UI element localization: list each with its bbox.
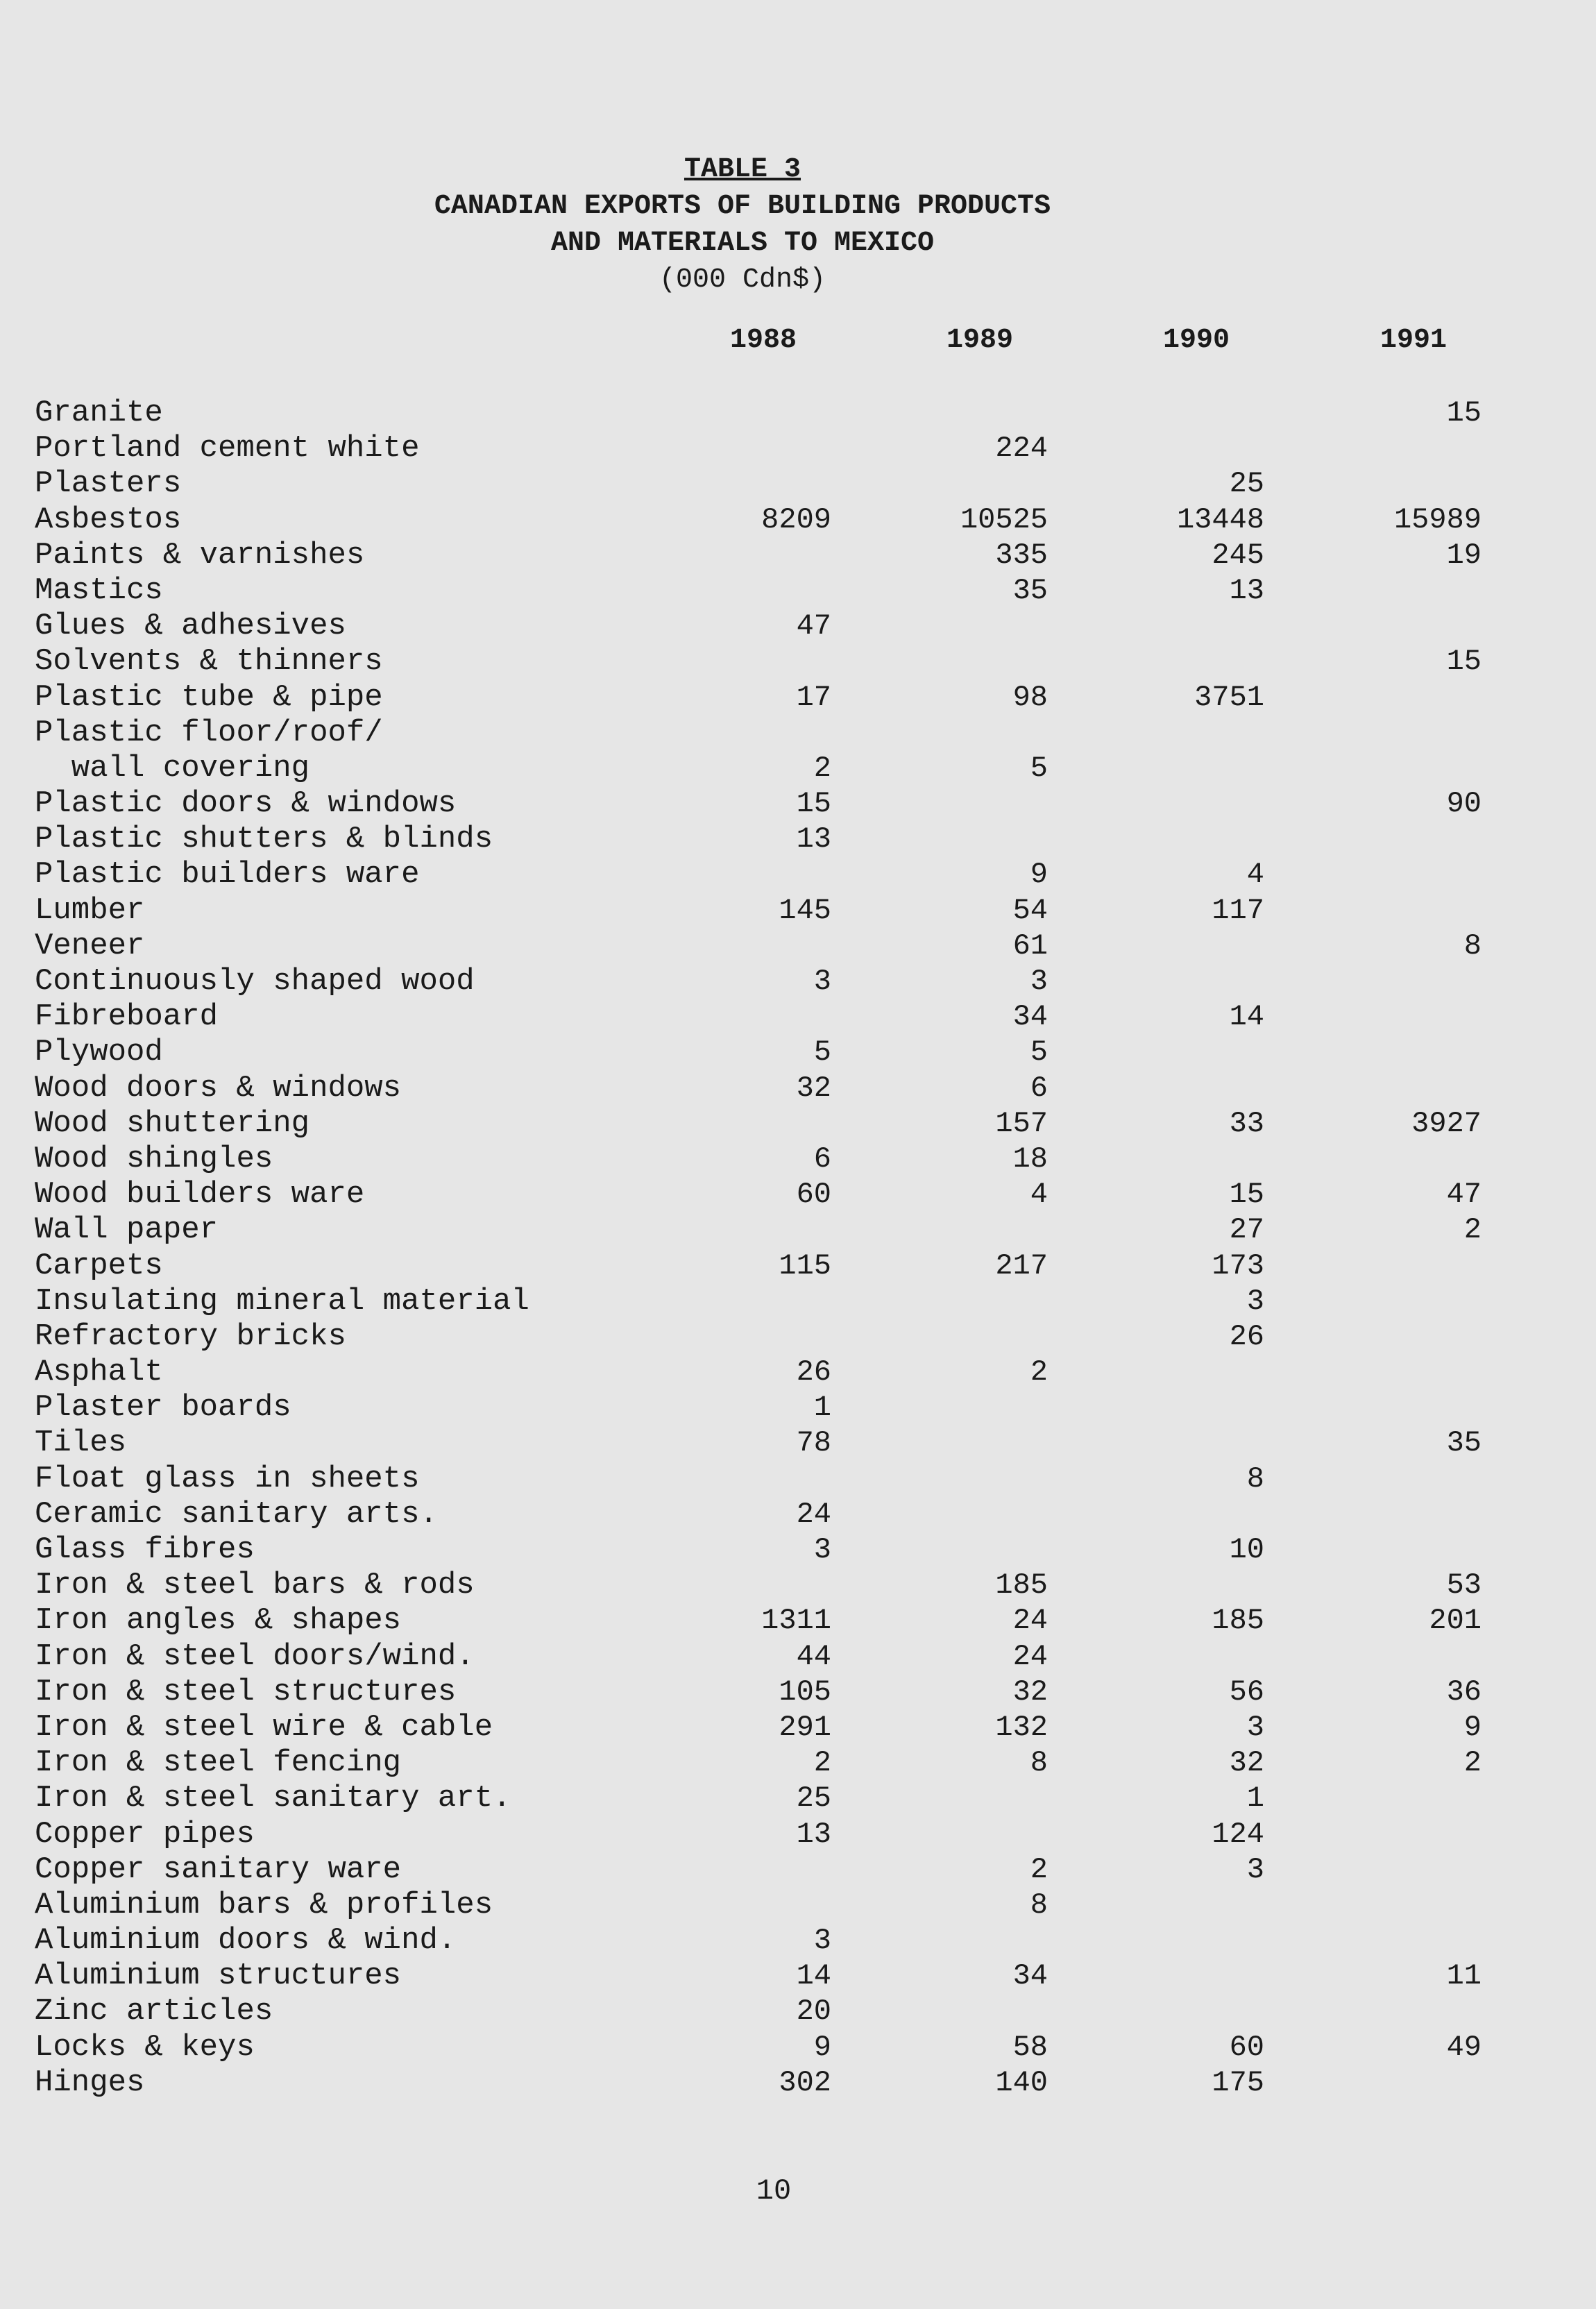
cell-1991: 15 (1446, 645, 1482, 679)
table-row (35, 1710, 1561, 1745)
cell-1989: 8 (1030, 1888, 1048, 1922)
table-row (35, 1959, 1561, 1994)
cell-1990: 27 (1229, 1213, 1264, 1247)
row-label: Plastic floor/roof/ (35, 715, 383, 750)
table-row (35, 431, 1561, 466)
table-row (35, 502, 1561, 538)
table-row (35, 1390, 1561, 1426)
row-label: Copper sanitary ware (35, 1852, 402, 1887)
table-row (35, 822, 1561, 857)
cell-1989: 2 (1030, 1355, 1048, 1389)
cell-1988: 1 (813, 1391, 831, 1425)
cell-1989: 5 (1030, 751, 1048, 785)
row-label: Iron & steel bars & rods (35, 1568, 475, 1603)
cell-1990: 26 (1229, 1319, 1264, 1353)
table-row (35, 1212, 1561, 1248)
cell-1988: 145 (779, 893, 831, 927)
row-label: Iron & steel structures (35, 1674, 457, 1709)
cell-1988: 26 (796, 1355, 831, 1389)
row-label: Iron & steel doors/wind. (35, 1639, 475, 1674)
cell-1991: 8 (1463, 929, 1482, 963)
row-label: Glass fibres (35, 1532, 255, 1567)
row-label: Solvents & thinners (35, 644, 383, 679)
cell-1988: 5 (813, 1035, 831, 1069)
table-row (35, 1639, 1561, 1675)
row-label: Wood doors & windows (35, 1070, 402, 1106)
cell-1991: 36 (1446, 1675, 1482, 1709)
cell-1988: 1311 (761, 1604, 831, 1638)
table-row (35, 716, 1561, 751)
row-label: Refractory bricks (35, 1319, 346, 1354)
row-label: Plaster boards (35, 1390, 291, 1426)
row-label: Iron angles & shapes (35, 1603, 402, 1639)
table-row (35, 680, 1561, 716)
cell-1989: 8 (1030, 1746, 1048, 1780)
cell-1988: 32 (796, 1071, 831, 1105)
cell-1991: 3927 (1411, 1106, 1482, 1140)
cell-1989: 98 (1012, 680, 1048, 714)
cell-1990: 15 (1229, 1178, 1264, 1212)
row-label: Carpets (35, 1248, 163, 1283)
table-row (35, 1035, 1561, 1070)
table-row (35, 2065, 1561, 2101)
table-row (35, 1568, 1561, 1603)
table-row (35, 1852, 1561, 1888)
cell-1989: 5 (1030, 1035, 1048, 1069)
table-row (35, 1462, 1561, 1497)
cell-1988: 8209 (761, 502, 831, 536)
row-label: Iron & steel sanitary art. (35, 1781, 511, 1816)
cell-1988: 3 (813, 965, 831, 998)
table-row (35, 964, 1561, 999)
table-row (35, 1923, 1561, 1959)
table-row (35, 929, 1561, 964)
cell-1988: 25 (796, 1782, 831, 1816)
cell-1988: 44 (796, 1639, 831, 1673)
cell-1989: 217 (995, 1249, 1048, 1283)
cell-1990: 1 (1246, 1782, 1264, 1816)
row-label: Wood shingles (35, 1141, 273, 1176)
cell-1990: 25 (1229, 467, 1264, 501)
table-row (35, 1355, 1561, 1390)
row-label: Zinc articles (35, 1994, 273, 2029)
cell-1988: 3 (813, 1533, 831, 1566)
row-label: Copper pipes (35, 1816, 255, 1852)
table-row (35, 644, 1561, 679)
column-header-1989: 1989 (946, 325, 1013, 356)
table-row (35, 1319, 1561, 1355)
row-label: Iron & steel fencing (35, 1745, 402, 1781)
table-row (35, 2030, 1561, 2065)
cell-1988: 2 (813, 1746, 831, 1780)
table-row (35, 396, 1561, 431)
cell-1989: 132 (995, 1710, 1048, 1744)
cell-1991: 15 (1446, 396, 1482, 430)
cell-1990: 33 (1229, 1106, 1264, 1140)
row-label: Aluminium doors & wind. (35, 1923, 457, 1959)
cell-1990: 3751 (1194, 680, 1264, 714)
cell-1989: 157 (995, 1106, 1048, 1140)
cell-1990: 117 (1212, 893, 1264, 927)
cell-1989: 4 (1030, 1178, 1048, 1212)
cell-1990: 32 (1229, 1746, 1264, 1780)
cell-1990: 245 (1212, 538, 1264, 572)
cell-1991: 19 (1446, 538, 1482, 572)
column-header-1990: 1990 (1162, 325, 1230, 356)
cell-1988: 15 (796, 787, 831, 821)
row-label: Plastic shutters & blinds (35, 822, 493, 857)
cell-1988: 9 (813, 2030, 831, 2064)
cell-1991: 90 (1446, 787, 1482, 821)
table-row (35, 573, 1561, 609)
cell-1990: 60 (1229, 2030, 1264, 2064)
row-label: Aluminium bars & profiles (35, 1887, 493, 1922)
table-row (35, 1994, 1561, 2029)
cell-1988: 13 (796, 1817, 831, 1851)
table-row (35, 1071, 1561, 1106)
row-label: Mastics (35, 573, 163, 608)
cell-1990: 13448 (1176, 502, 1264, 536)
table-row (35, 1284, 1561, 1319)
cell-1988: 78 (796, 1426, 831, 1460)
cell-1988: 47 (796, 609, 831, 643)
row-label: Asphalt (35, 1355, 163, 1390)
row-label: Plywood (35, 1035, 163, 1070)
row-label: Plastic doors & windows (35, 786, 457, 822)
cell-1990: 3 (1246, 1852, 1264, 1886)
row-label: Glues & adhesives (35, 609, 346, 644)
table-row (35, 1745, 1561, 1781)
row-label: Float glass in sheets (35, 1461, 420, 1496)
cell-1989: 34 (1012, 1959, 1048, 1993)
table-row (35, 1426, 1561, 1461)
table-row (35, 999, 1561, 1035)
row-label: Lumber (35, 893, 145, 928)
table-number: TABLE 3 (684, 154, 801, 185)
row-label: Plastic tube & pipe (35, 679, 383, 715)
table-title-block (0, 151, 1485, 298)
cell-1989: 24 (1012, 1604, 1048, 1638)
cell-1989: 54 (1012, 893, 1048, 927)
table-row (35, 1817, 1561, 1852)
cell-1989: 6 (1030, 1071, 1048, 1105)
column-header-1988: 1988 (729, 325, 797, 356)
cell-1988: 14 (796, 1959, 831, 1993)
row-label: Insulating mineral material (35, 1283, 529, 1319)
cell-1988: 3 (813, 1924, 831, 1958)
cell-1990: 3 (1246, 1710, 1264, 1744)
table-row (35, 1249, 1561, 1284)
table-row (35, 1675, 1561, 1710)
column-header-1991: 1991 (1379, 325, 1447, 356)
table-row (35, 857, 1561, 893)
table-row (35, 893, 1561, 929)
row-label: Hinges (35, 2065, 145, 2100)
cell-1991: 201 (1429, 1604, 1482, 1638)
table-row (35, 1106, 1561, 1142)
row-label: Locks & keys (35, 2029, 255, 2065)
cell-1990: 185 (1212, 1604, 1264, 1638)
cell-1989: 58 (1012, 2030, 1048, 2064)
table-body (35, 396, 1561, 2101)
cell-1988: 24 (796, 1497, 831, 1531)
table-row (35, 751, 1561, 786)
cell-1989: 34 (1012, 1000, 1048, 1034)
table-row (35, 466, 1561, 502)
cell-1989: 35 (1012, 573, 1048, 607)
cell-1990: 10 (1229, 1533, 1264, 1566)
table-row (35, 786, 1561, 822)
cell-1991: 11 (1446, 1959, 1482, 1993)
cell-1988: 2 (813, 751, 831, 785)
cell-1989: 185 (995, 1568, 1048, 1602)
row-label: Wall paper (35, 1212, 219, 1248)
cell-1991: 9 (1463, 1710, 1482, 1744)
cell-1989: 335 (995, 538, 1048, 572)
row-label: Wood shuttering (35, 1106, 310, 1141)
row-label: Fibreboard (35, 999, 219, 1035)
cell-1988: 105 (779, 1675, 831, 1709)
cell-1988: 115 (779, 1249, 831, 1283)
row-label: Continuously shaped wood (35, 964, 475, 999)
table-row (35, 609, 1561, 644)
cell-1990: 4 (1246, 858, 1264, 892)
row-label: Plastic builders ware (35, 857, 420, 893)
cell-1990: 13 (1229, 573, 1264, 607)
table-header-row (0, 325, 1596, 361)
cell-1991: 47 (1446, 1178, 1482, 1212)
table-row (35, 1177, 1561, 1212)
table-row (35, 1142, 1561, 1177)
row-label: Wood builders ware (35, 1177, 365, 1212)
row-label: wall covering (35, 750, 310, 786)
cell-1988: 20 (796, 1995, 831, 2029)
cell-1989: 10525 (960, 502, 1048, 536)
row-label: Tiles (35, 1426, 127, 1461)
cell-1989: 18 (1012, 1142, 1048, 1176)
cell-1989: 9 (1030, 858, 1048, 892)
table-row (35, 538, 1561, 573)
row-label: Paints & varnishes (35, 537, 365, 573)
table-title-line-1: CANADIAN EXPORTS OF BUILDING PRODUCTS (434, 191, 1051, 222)
cell-1990: 56 (1229, 1675, 1264, 1709)
table-row (35, 1603, 1561, 1639)
table-row (35, 1781, 1561, 1816)
cell-1989: 3 (1030, 965, 1048, 998)
page-number: 10 (756, 2174, 792, 2208)
cell-1991: 2 (1463, 1213, 1482, 1247)
cell-1990: 173 (1212, 1249, 1264, 1283)
cell-1990: 175 (1212, 2065, 1264, 2099)
cell-1988: 291 (779, 1710, 831, 1744)
cell-1990: 3 (1246, 1284, 1264, 1318)
cell-1991: 53 (1446, 1568, 1482, 1602)
row-label: Iron & steel wire & cable (35, 1709, 493, 1745)
cell-1988: 302 (779, 2065, 831, 2099)
row-label: Veneer (35, 928, 145, 963)
cell-1991: 35 (1446, 1426, 1482, 1460)
cell-1988: 17 (796, 680, 831, 714)
cell-1989: 140 (995, 2065, 1048, 2099)
row-label: Asbestos (35, 502, 182, 537)
table-row (35, 1888, 1561, 1923)
cell-1991: 2 (1463, 1746, 1482, 1780)
table-row (35, 1532, 1561, 1568)
cell-1988: 13 (796, 822, 831, 856)
cell-1988: 6 (813, 1142, 831, 1176)
row-label: Ceramic sanitary arts. (35, 1496, 438, 1532)
cell-1991: 15989 (1393, 502, 1482, 536)
cell-1989: 32 (1012, 1675, 1048, 1709)
cell-1990: 14 (1229, 1000, 1264, 1034)
cell-1989: 61 (1012, 929, 1048, 963)
row-label: Aluminium structures (35, 1959, 402, 1994)
table-title-line-2: AND MATERIALS TO MEXICO (550, 228, 935, 259)
cell-1989: 2 (1030, 1852, 1048, 1886)
table-unit: (000 Cdn$) (659, 264, 826, 296)
cell-1988: 60 (796, 1178, 831, 1212)
row-label: Portland cement white (35, 431, 420, 466)
table-row (35, 1497, 1561, 1532)
cell-1989: 224 (995, 432, 1048, 466)
cell-1991: 49 (1446, 2030, 1482, 2064)
cell-1989: 24 (1012, 1639, 1048, 1673)
row-label: Granite (35, 396, 163, 430)
row-label: Plasters (35, 466, 182, 502)
cell-1990: 8 (1246, 1462, 1264, 1496)
cell-1990: 124 (1212, 1817, 1264, 1851)
